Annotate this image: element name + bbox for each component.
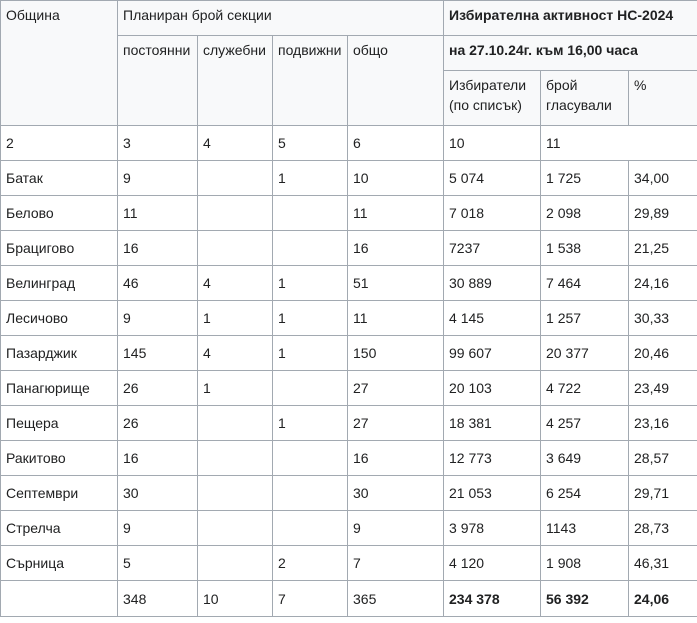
turnout-percent: 30,33: [629, 301, 697, 336]
voters-count: 5 074: [444, 161, 541, 196]
percent-header: %: [629, 71, 697, 126]
municipality-name: Лесичово: [1, 301, 118, 336]
column-number: 10: [444, 126, 541, 161]
voters-count: 99 607: [444, 336, 541, 371]
turnout-percent: 29,89: [629, 196, 697, 231]
permanent-sections: 26: [118, 406, 198, 441]
service-header: служебни: [198, 36, 273, 126]
voters-count: 7237: [444, 231, 541, 266]
service-sections: [198, 476, 273, 511]
table-row: [1, 406, 697, 441]
total-sections-sum: 365: [348, 581, 444, 617]
table-body: [1, 1, 697, 617]
service-sections: [198, 546, 273, 581]
column-number: 3: [118, 126, 198, 161]
service-sections: 4: [198, 266, 273, 301]
table-row: [1, 476, 697, 511]
turnout-percent: 23,16: [629, 406, 697, 441]
table-row: [1, 546, 697, 581]
mobile-header: подвижни: [273, 36, 348, 126]
table-row: [1, 511, 697, 546]
municipality-name: Стрелча: [1, 511, 118, 546]
total-header: общо: [348, 36, 444, 126]
total-mobile: 7: [273, 581, 348, 617]
voters-count: 7 018: [444, 196, 541, 231]
service-sections: 4: [198, 336, 273, 371]
total-sections: 9: [348, 511, 444, 546]
table-row: [1, 371, 697, 406]
total-voters: 234 378: [444, 581, 541, 617]
municipality-name: Батак: [1, 161, 118, 196]
mobile-sections: [273, 511, 348, 546]
turnout-percent: 46,31: [629, 546, 697, 581]
voted-count: 4 257: [541, 406, 629, 441]
planned-sections-header: Планиран брой секции: [118, 1, 444, 36]
municipality-name: Пазарджик: [1, 336, 118, 371]
totals-label: [1, 581, 118, 617]
voters-count: 4 145: [444, 301, 541, 336]
total-service: 10: [198, 581, 273, 617]
voted-count: 6 254: [541, 476, 629, 511]
municipality-name: Велинград: [1, 266, 118, 301]
service-sections: [198, 511, 273, 546]
voted-count: 1 725: [541, 161, 629, 196]
total-voted: 56 392: [541, 581, 629, 617]
municipality-name: Белово: [1, 196, 118, 231]
municipality-name: Ракитово: [1, 441, 118, 476]
voters-count: 20 103: [444, 371, 541, 406]
column-number: 2: [1, 126, 118, 161]
total-sections: 7: [348, 546, 444, 581]
mobile-sections: [273, 231, 348, 266]
table-row: [1, 161, 697, 196]
column-numbers-row: [1, 126, 697, 161]
voted-count: 4 722: [541, 371, 629, 406]
table-row: [1, 196, 697, 231]
total-permanent: 348: [118, 581, 198, 617]
total-sections: 10: [348, 161, 444, 196]
voters-count: 4 120: [444, 546, 541, 581]
permanent-sections: 9: [118, 301, 198, 336]
permanent-sections: 11: [118, 196, 198, 231]
permanent-sections: 9: [118, 511, 198, 546]
voted-count: 1 538: [541, 231, 629, 266]
mobile-sections: [273, 371, 348, 406]
municipality-name: Сърница: [1, 546, 118, 581]
turnout-percent: 28,73: [629, 511, 697, 546]
mobile-sections: 1: [273, 161, 348, 196]
total-percent: 24,06: [629, 581, 697, 617]
mobile-sections: 2: [273, 546, 348, 581]
service-sections: 1: [198, 371, 273, 406]
permanent-sections: 9: [118, 161, 198, 196]
table-row: [1, 231, 697, 266]
mobile-sections: 1: [273, 406, 348, 441]
column-number: 6: [348, 126, 444, 161]
permanent-sections: 5: [118, 546, 198, 581]
total-sections: 51: [348, 266, 444, 301]
municipality-name: Панагюрище: [1, 371, 118, 406]
voted-count: 20 377: [541, 336, 629, 371]
mobile-sections: 1: [273, 301, 348, 336]
voted-count: 1 908: [541, 546, 629, 581]
total-sections: 30: [348, 476, 444, 511]
permanent-sections: 46: [118, 266, 198, 301]
voted-count: 3 649: [541, 441, 629, 476]
voters-count: 30 889: [444, 266, 541, 301]
total-sections: 16: [348, 231, 444, 266]
voted-count: 1 257: [541, 301, 629, 336]
voted-header: брой гласували: [541, 71, 629, 126]
turnout-percent: 23,49: [629, 371, 697, 406]
header-row-1: [1, 1, 697, 36]
total-sections: 27: [348, 406, 444, 441]
permanent-sections: 16: [118, 441, 198, 476]
total-sections: 11: [348, 196, 444, 231]
table-row: [1, 266, 697, 301]
column-number: 4: [198, 126, 273, 161]
total-sections: 150: [348, 336, 444, 371]
service-sections: [198, 161, 273, 196]
turnout-percent: 20,46: [629, 336, 697, 371]
total-sections: 16: [348, 441, 444, 476]
mobile-sections: [273, 476, 348, 511]
permanent-sections: 26: [118, 371, 198, 406]
voted-count: 1143: [541, 511, 629, 546]
permanent-sections: 145: [118, 336, 198, 371]
municipality-header: Община: [1, 1, 118, 126]
turnout-percent: 28,57: [629, 441, 697, 476]
voters-count: 12 773: [444, 441, 541, 476]
turnout-percent: 29,71: [629, 476, 697, 511]
permanent-header: постоянни: [118, 36, 198, 126]
municipality-name: Пещера: [1, 406, 118, 441]
table-row: [1, 301, 697, 336]
as-of-header: на 27.10.24г. към 16,00 часа: [444, 36, 697, 71]
mobile-sections: 1: [273, 266, 348, 301]
turnout-percent: 24,16: [629, 266, 697, 301]
total-sections: 11: [348, 301, 444, 336]
service-sections: 1: [198, 301, 273, 336]
permanent-sections: 16: [118, 231, 198, 266]
service-sections: [198, 406, 273, 441]
mobile-sections: [273, 196, 348, 231]
totals-row: [1, 581, 697, 617]
turnout-percent: 21,25: [629, 231, 697, 266]
column-number: 5: [273, 126, 348, 161]
service-sections: [198, 441, 273, 476]
service-sections: [198, 231, 273, 266]
turnout-header: Избирателна активност НС-2024: [444, 1, 697, 36]
voted-count: 7 464: [541, 266, 629, 301]
total-sections: 27: [348, 371, 444, 406]
municipality-name: Брацигово: [1, 231, 118, 266]
mobile-sections: 1: [273, 336, 348, 371]
voters-count: 3 978: [444, 511, 541, 546]
column-number: 11: [541, 126, 697, 161]
voters-count: 18 381: [444, 406, 541, 441]
turnout-percent: 34,00: [629, 161, 697, 196]
table-row: [1, 441, 697, 476]
service-sections: [198, 196, 273, 231]
table-row: [1, 336, 697, 371]
mobile-sections: [273, 441, 348, 476]
voters-header: Избиратели (по списък): [444, 71, 541, 126]
permanent-sections: 30: [118, 476, 198, 511]
voted-count: 2 098: [541, 196, 629, 231]
voters-count: 21 053: [444, 476, 541, 511]
municipality-name: Септември: [1, 476, 118, 511]
